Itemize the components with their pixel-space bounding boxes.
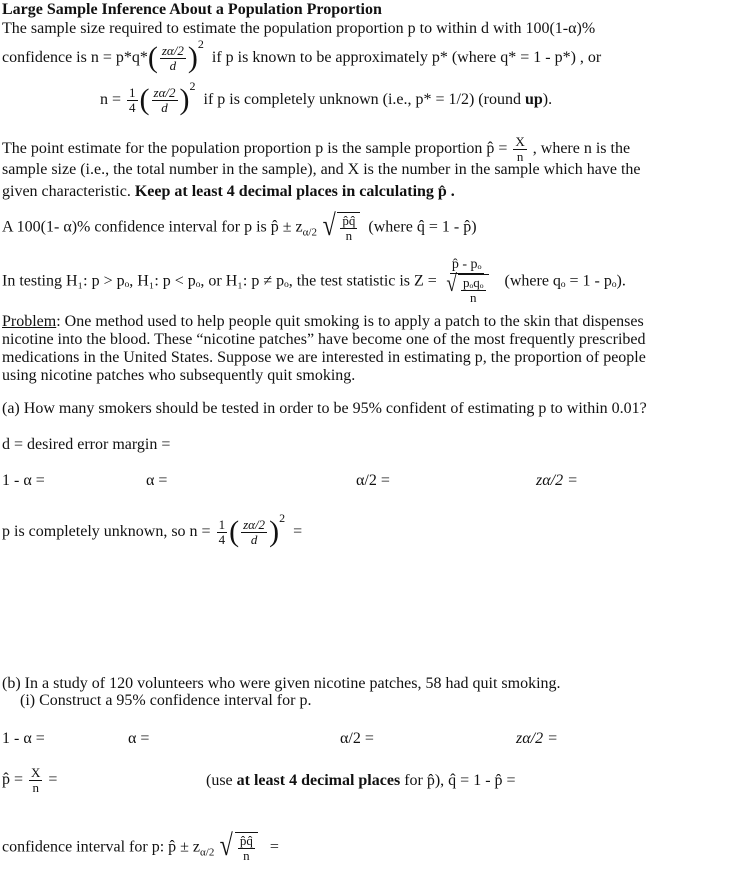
test-pre: In testing H₁: p > pₒ, H₁: p < pₒ, or H₁: p ≠ pₒ, the test statistic is Z = [2,272,437,290]
test-statistic-line: In testing H₁: p > pₒ, H₁: p < pₒ, or H₁: p ≠ pₒ, the test statistic is Z = p̂ - pₒ √ pₒqₒ n (where qₒ = 1 - pₒ). [2,257,626,305]
exponent-2: 2 [189,79,196,93]
part-b-z: zα/2 = [516,730,558,747]
part-b-ci-line: confidence interval for p: p̂ ± $z_{\alpha/2}$ √ $\frac{p̂q̂}{n}$ = [2,829,279,864]
intro-line-2-post: if p is known to be approximately p* (where q* = 1 - p*) , or [211,48,602,66]
d-symbol-2: d [161,99,168,115]
part-a-question: (a) How many smokers should be tested in order to be 95% confident of estimating p to within 0.01? [2,400,647,417]
intro-line-3-end: ). [542,90,553,108]
pe-line3-bold: Keep at least 4 decimal places in calculating p̂ . [134,183,455,200]
intro-line-3-pre: n = [100,90,122,108]
ci-sqrt-num: p̂q̂ [342,213,356,228]
part-b-ci-sub: α/2 [200,846,215,859]
part-a-d-den: d [250,531,258,547]
ci-sub: α/2 [302,226,317,239]
part-b-ci-pre: confidence interval for p: p̂ ± z [2,838,201,856]
part-a-z-num: zα/2 [243,517,266,532]
part-b-use-post: for p̂), q̂ = 1 - p̂ = [404,772,516,789]
ci-sqrt-den: n [345,228,353,244]
z-alpha-half-2: zα/2 [153,85,176,100]
part-b-ci-eq: = [269,838,279,856]
part-b-phat-eq: = [48,770,58,788]
test-post: (where qₒ = 1 - pₒ). [504,272,626,290]
round-up: up [524,90,543,108]
part-b-one-minus-alpha: 1 - α = [2,730,45,747]
pe-line3-pre: given characteristic. [2,183,131,200]
part-b-phat-pre: p̂ = [2,770,24,788]
test-sqrt-den: n [470,289,477,305]
part-b-n: n [32,779,39,795]
part-a-z: zα/2 = [536,472,578,489]
part-b-alpha-half: α/2 = [340,730,374,747]
part-b-sub-question: (i) Construct a 95% confidence interval for p. [20,692,312,709]
point-estimate-line-3 [2,183,455,201]
pe-post: , where n is the [532,139,631,157]
test-sqrt-num: pₒqₒ [463,274,484,290]
d-symbol: d [169,57,177,73]
part-b-phat-line [2,766,57,794]
part-a-n-formula: p is completely unknown, so n = $\frac{1}{4}$ ( $\frac{z\alpha/2}{d}$ )$^2$ = [2,511,303,549]
part-b-x: X [31,765,41,780]
part-b-use-line [206,772,516,790]
part-a-quarter-den: 4 [218,531,226,547]
intro-line-1: The sample size required to estimate the population proportion p to within d with 100(1-α)% [2,20,596,37]
intro-line-3: n = $\frac{1}{4}$ ( $\frac{z\alpha/2}{d}$ )$^2$ if p is completely unknown (i.e., p* = 1/2) (round up). [100,79,553,117]
part-b-ci-sqrt-num: p̂q̂ [239,833,253,848]
part-b-use-bold: at least 4 decimal places [236,772,401,789]
part-a-one-minus-alpha: 1 - α = [2,472,45,489]
ci-formula-line: A 100(1- α)% confidence interval for p is p̂ ± $z_{\alpha/2}$ √ $\frac{p̂q̂}{n}$ (where q̂ = 1 - p̂) [2,209,477,244]
exponent: 2 [197,37,204,51]
intro-line-3-post: if p is completely unknown (i.e., p* = 1/2) (round [203,90,521,108]
point-estimate-line-2: sample size (i.e., the total number in the sample), and X is the number in the sample which have the [2,161,641,178]
ci-post: (where q̂ = 1 - p̂) [368,218,477,236]
ci-pre: A 100(1- α)% confidence interval for p is p̂ ± z [2,218,303,236]
page-title: Large Sample Inference About a Population Proportion [2,1,382,18]
part-a-n-pre: p is completely unknown, so n = [2,522,211,540]
pe-x: X [515,134,525,149]
quarter-den: 4 [129,99,136,115]
part-a-alpha-half: α/2 = [356,472,390,489]
part-a-exponent: 2 [279,511,286,525]
part-b-use-pre: (use [206,772,233,789]
problem-line-4: using nicotine patches who subsequently quit smoking. [2,367,356,384]
part-a-d-label: d = desired error margin = [2,436,171,453]
part-b-alpha: α = [128,730,150,747]
part-a-n-eq: = [293,522,303,540]
problem-line-1-text: : One method used to help people quit smoking is to apply a patch to the skin that dispenses [56,313,644,330]
part-b-ci-sqrt-den: n [243,848,250,864]
z-alpha-half: zα/2 [161,43,184,58]
problem-line-1 [2,313,644,331]
point-estimate-line-1 [2,135,630,163]
pe-n: n [516,148,524,164]
problem-line-3: medications in the United States. Suppose we are interested in estimating p, the proportion of people [2,349,646,366]
intro-line-2: confidence is n = p*q*( $\frac{z\alpha/2}{d}$ )$^2$ if p is known to be approximately p* (where q* = 1 - p*) , or [2,37,602,75]
problem-label: Problem [2,313,57,330]
part-a-quarter-num: 1 [218,517,226,532]
pe-pre: The point estimate for the population proportion p is the sample proportion p̂ = [2,139,508,157]
quarter-num: 1 [129,85,136,100]
intro-line-2-pre: confidence is n = p*q* [2,48,148,66]
part-a-alpha: α = [146,472,168,489]
problem-line-2: nicotine into the blood. These “nicotine patches” have become one of the most frequently prescribed [2,331,646,348]
test-num: p̂ - pₒ [451,257,482,272]
part-b-question: (b) In a study of 120 volunteers who were given nicotine patches, 58 had quit smoking. [2,675,561,692]
